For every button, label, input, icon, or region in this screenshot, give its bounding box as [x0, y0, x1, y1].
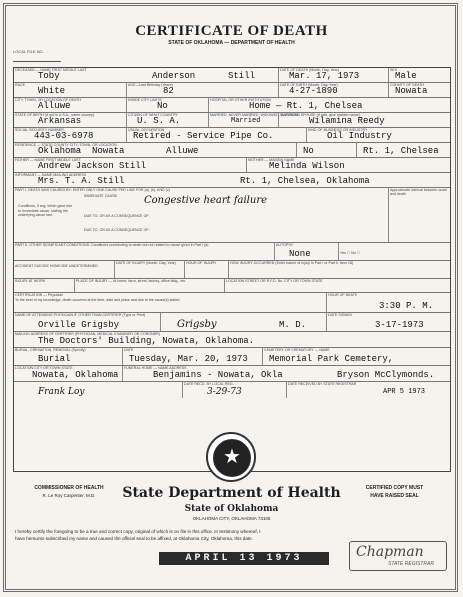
- county-of-death: Nowata: [395, 86, 428, 96]
- birth-state: Arkansas: [38, 116, 82, 126]
- raised-seal-note: HAVE RAISED SEAL: [370, 493, 419, 499]
- age-value: 82: [163, 86, 174, 96]
- date-signed: 3-17-1973: [375, 320, 424, 330]
- row-funeral-home: [14, 366, 450, 382]
- occupation-cell: [126, 128, 306, 142]
- birth-date: 4-27-1890: [289, 86, 338, 96]
- row-name: [14, 68, 450, 83]
- mother-cell: [246, 158, 450, 172]
- row-occupation: [14, 128, 450, 143]
- city-of-death-label: CITY, TOWN, OR LOCATION OF DEATH: [15, 98, 81, 102]
- row-residence: [14, 143, 450, 158]
- race-value: White: [38, 86, 66, 96]
- injury-place-label: PLACE OF INJURY — At home, farm, street, factory, office bldg., etc.: [76, 279, 187, 283]
- hospital-cell: [208, 98, 450, 112]
- cemetery-name: Memorial Park Cemetery,: [269, 354, 394, 364]
- registrar-signature-scrawl: Chapman: [356, 544, 424, 560]
- certifier-degree: M. D.: [279, 320, 307, 330]
- injury-date-label: DATE OF INJURY (Month, Day, Year): [116, 261, 176, 265]
- certificate-form: [13, 67, 451, 472]
- funeral-home: Benjamins - Nowata, Okla: [153, 370, 283, 380]
- date-of-death-label: DATE OF DEATH (Month, Day, Year): [280, 68, 339, 72]
- sex-value: Male: [395, 71, 417, 81]
- local-file-label: LOCAL FILE NO.: [13, 49, 44, 54]
- marital-cell: [208, 113, 300, 127]
- certified-copy-note: CERTIFIED COPY MUST: [365, 485, 424, 491]
- certificate-subtitle: STATE OF OKLAHOMA — DEPARTMENT OF HEALTH: [168, 40, 295, 46]
- injury-how-label: HOW INJURY OCCURRED (Enter nature of injury in Part I or Part II, item 18): [230, 261, 354, 265]
- father-name: Andrew Jackson Still: [38, 161, 147, 171]
- state-received-label: DATE RECEIVED BY STATE REGISTRAR: [288, 382, 357, 386]
- burial-date-cell: [122, 348, 262, 365]
- hour-of-death-label: HOUR OF DEATH: [328, 293, 358, 297]
- autopsy-value: None: [289, 249, 311, 259]
- burial-location-label: LOCATION CITY OR TOWN STATE: [15, 366, 73, 370]
- sex-cell: [388, 68, 450, 82]
- injury-date-cell: [114, 261, 184, 278]
- county-of-death-label: COUNTY OF DEATH: [390, 83, 425, 87]
- row-certifier: [14, 313, 450, 332]
- row-certifier-address: [14, 332, 450, 348]
- date-of-death-cell: [278, 68, 388, 82]
- death-certificate: [9, 9, 454, 588]
- residence-street: Rt. 1, Chelsea: [363, 146, 439, 156]
- citizen-label: CITIZEN OF WHAT COUNTRY: [128, 113, 178, 117]
- hour-of-death: 3:30 P. M.: [379, 301, 434, 311]
- marital-label: MARRIED, NEVER MARRIED, WIDOWED, DIVORCED: [210, 113, 300, 117]
- middle-name: Anderson: [152, 71, 196, 81]
- last-name: Still: [228, 71, 256, 81]
- certifier-name: Orville Grigsby: [38, 320, 120, 330]
- occupation-value: Retired - Service Pipe Co.: [133, 131, 274, 141]
- burial-label: BURIAL, CREMATION, REMOVAL (Specify): [15, 348, 86, 352]
- injury-how-cell: [228, 261, 450, 278]
- immediate-cause: Congestive heart failure: [144, 195, 268, 206]
- row-race: [14, 83, 450, 98]
- state-received-cell: [286, 382, 450, 398]
- row-certification: [14, 293, 450, 313]
- age-label: AGE—Last Birthday (Years): [128, 83, 173, 87]
- inside-city: No: [157, 101, 168, 111]
- date-received-cell: [182, 382, 286, 398]
- burial-location: Nowata, Oklahoma: [32, 370, 119, 380]
- residence-label: RESIDENCE — STATE COUNTY CITY, TOWN, OR LOCATION: [15, 143, 117, 147]
- occupation-label: USUAL OCCUPATION: [128, 128, 165, 132]
- residence-state: Oklahoma: [38, 146, 82, 156]
- funeral-home-cell: [122, 366, 450, 381]
- industry-cell: [306, 128, 450, 142]
- injury-location-label: LOCATION STREET OR R.F.D. No. CITY OR TOWN STATE: [226, 279, 323, 283]
- date-signed-cell: [326, 313, 450, 331]
- department-city: OKLAHOMA CITY, OKLAHOMA 73105: [192, 516, 271, 521]
- age-cell: [126, 83, 278, 97]
- immediate-cause-label: IMMEDIATE CAUSE: [84, 194, 118, 198]
- interval-label: Approximate interval between onset and death: [390, 188, 448, 196]
- injury-hour-cell: [184, 261, 228, 278]
- date-of-death: Mar. 17, 1973: [289, 71, 360, 81]
- certificate-title: CERTIFICATE OF DEATH: [135, 23, 328, 39]
- burial-value: Burial: [38, 354, 71, 364]
- row-parents: [14, 158, 450, 173]
- informant-address: Rt. 1, Chelsea, Oklahoma: [240, 176, 370, 186]
- row-birth-state: [14, 113, 450, 128]
- birth-state-label: STATE OF BIRTH (If not in U.S.A., name country): [15, 113, 95, 117]
- first-name: Toby: [38, 71, 60, 81]
- hospital-label: HOSPITAL OR OTHER INSTITUTION: [210, 98, 271, 102]
- injury-hour-label: HOUR OF INJURY: [186, 261, 217, 265]
- certifier-signature-cell: [160, 313, 326, 331]
- marital-value: Married: [231, 117, 261, 125]
- row-burial: [14, 348, 450, 366]
- residence-street-cell: [356, 143, 450, 157]
- autopsy-considered-cell: [338, 243, 450, 260]
- due-to-b-label: DUE TO, OR AS A CONSEQUENCE OF:: [84, 214, 150, 218]
- registrar-title: STATE REGISTRAR: [388, 561, 434, 567]
- certification-label: CERTIFICATION — Physician: [15, 293, 64, 297]
- local-file-field: [13, 55, 61, 62]
- state-seal-icon: [206, 432, 256, 482]
- informant-label: INFORMANT — NAME MAILING ADDRESS: [15, 173, 87, 177]
- residence-inside-cell: [296, 143, 356, 157]
- interval-cell: [388, 188, 450, 242]
- certification-statement: I hereby certify the foregoing to be a true and correct copy, original of which is on file in this office. In testimony whereof, I have hereunto subscribed my name and caused the official seal to be affixed, at Oklahoma City, Oklahoma, this date.: [15, 529, 261, 541]
- citizen-value: U. S. A.: [137, 116, 181, 126]
- certifier-signature: Grigsby: [177, 319, 217, 330]
- state-registrar-signature: [349, 541, 447, 571]
- autopsy-yes-no: Yes ☐ No ☐: [340, 251, 360, 255]
- citizen-cell: [126, 113, 208, 127]
- row-accident: [14, 261, 450, 279]
- ssn-label: SOCIAL SECURITY NUMBER: [15, 128, 64, 132]
- ssn-value: 443-03-6978: [34, 131, 94, 141]
- commissioner-name: R. Le Roy Carpenter, M.D.: [42, 493, 96, 498]
- county-of-death-cell: [388, 83, 450, 97]
- spouse-cell: [278, 113, 450, 127]
- autopsy-label: AUTOPSY: [276, 243, 294, 247]
- spouse-label: SURVIVING SPOUSE (If wife, give maiden name): [280, 113, 360, 117]
- hospital-value: Home — Rt. 1, Chelsea: [249, 101, 363, 111]
- father-label: FATHER — NAME FIRST MIDDLE LAST: [15, 158, 81, 162]
- inside-city-label: INSIDE CITY LIMITS: [128, 98, 162, 102]
- injury-at-work-label: INJURY AT WORK: [15, 279, 46, 283]
- city-of-death: Alluwe: [38, 101, 71, 111]
- date-signed-label: DATE SIGNED: [328, 313, 353, 317]
- residence-county: Nowata: [92, 146, 125, 156]
- residence-inside-city: No: [303, 146, 314, 156]
- conditions-note: Conditions, if any, which gave rise to immediate cause, stating the underlying cause last.: [18, 204, 73, 218]
- part2-label: PART II. OTHER SIGNIFICANT CONDITIONS: Conditions contributing to death but not related to cause given in Part I (a): [15, 243, 209, 247]
- residence-city: Alluwe: [166, 146, 199, 156]
- cemetery-label: CEMETERY OR CREMATORY — NAME: [264, 348, 330, 352]
- accident-label: ACCIDENT SUICIDE HOMICIDE UNDETERMINED: [15, 264, 98, 268]
- row-cause-of-death: [14, 188, 450, 243]
- seal-star-icon: ★: [213, 439, 251, 477]
- department-name: State Department of Health: [122, 485, 341, 501]
- commissioner-title: COMMISSIONER OF HEALTH: [34, 485, 104, 491]
- row-part2: [14, 243, 450, 261]
- local-registrar-signature: Frank Loy: [38, 387, 85, 397]
- birth-date-label: DATE OF BIRTH (Month, Day, Year): [280, 83, 338, 87]
- date-received: 3-29-73: [207, 387, 242, 397]
- row-registrar: [14, 382, 450, 398]
- due-to-c-label: DUE TO, OR AS A CONSEQUENCE OF:: [84, 228, 150, 232]
- industry-value: Oil Industry: [327, 131, 392, 141]
- sex-label: SEX: [390, 68, 398, 72]
- hour-of-death-cell: [326, 293, 450, 312]
- row-injury-place: [14, 279, 450, 293]
- certification-text: To the best of my knowledge, death occurred at the time, date and place and due to the cause(s) stated.: [15, 298, 181, 302]
- injury-location-cell: [224, 279, 450, 292]
- burial-date-label: DATE: [124, 348, 134, 352]
- issue-date-stamp: APRIL 13 1973: [159, 552, 329, 565]
- industry-label: KIND OF BUSINESS OR INDUSTRY: [308, 128, 368, 132]
- race-label: RACE: [15, 83, 25, 87]
- part1-label: PART I. DEATH WAS CAUSED BY: ENTER ONLY ONE CAUSE PER LINE FOR (a), (b), AND (c): [15, 188, 170, 192]
- name-label: DECEASED — NAME FIRST MIDDLE LAST: [15, 68, 87, 72]
- injury-place-cell: [74, 279, 224, 292]
- mother-label: MOTHER — MAIDEN NAME: [248, 158, 295, 162]
- date-received-label: DATE RECD. BY LOCAL REG.: [184, 382, 234, 386]
- state-received-date: APR 5 1973: [383, 388, 426, 396]
- row-place-of-death: [14, 98, 450, 113]
- inside-city-cell: [126, 98, 208, 112]
- burial-date: Tuesday, Mar. 20, 1973: [129, 354, 248, 364]
- cemetery-cell: [262, 348, 450, 365]
- funeral-home-label: FUNERAL HOME — NAME ADDRESS: [124, 366, 187, 370]
- spouse-value: Wilamina Reedy: [309, 116, 385, 126]
- certifier-label: NAME OF ATTENDING PHYSICIAN IF OTHER THAN CERTIFIER (Type or Print): [15, 313, 146, 317]
- autopsy-cell: [274, 243, 338, 260]
- informant-name: Mrs. T. A. Still: [38, 176, 125, 186]
- certifier-address-label: MAILING ADDRESS OF CERTIFIER (PHYSICIAN, MEDICAL EXAMINER OR CORONER): [15, 332, 160, 336]
- certifier-address: The Doctors' Building, Nowata, Oklahoma.: [38, 336, 255, 346]
- row-informant: [14, 173, 450, 188]
- mother-name: Melinda Wilson: [269, 161, 345, 171]
- state-name: State of Oklahoma: [184, 504, 279, 514]
- funeral-director: Bryson McClymonds.: [337, 370, 435, 380]
- birth-date-cell: [278, 83, 388, 97]
